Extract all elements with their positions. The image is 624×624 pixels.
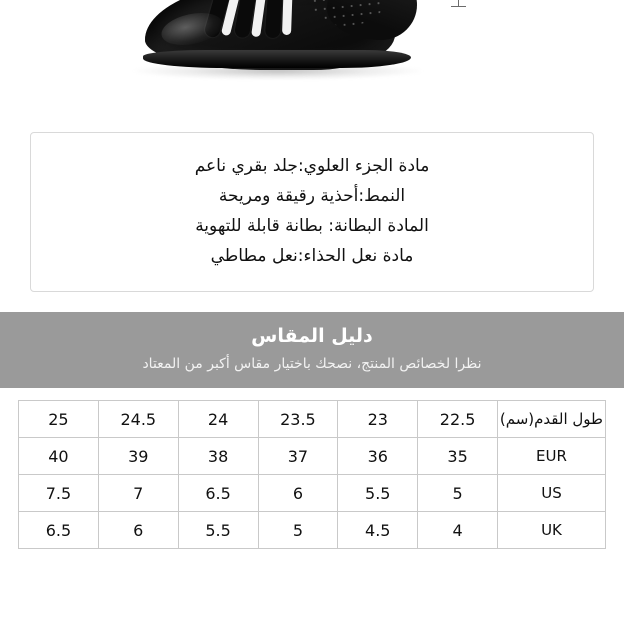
table-cell: 6.5: [178, 475, 258, 512]
table-cell: 23.5: [258, 401, 338, 438]
row-header-uk: UK: [498, 512, 606, 549]
table-cell: 7.5: [19, 475, 99, 512]
table-cell: 24.5: [98, 401, 178, 438]
size-table: [18, 400, 606, 549]
table-cell: 37: [258, 438, 338, 475]
description-line-lining: المادة البطانة: بطانة قابلة للتهوية: [195, 216, 429, 236]
table-cell: 39: [98, 438, 178, 475]
table-cell: 4: [418, 512, 498, 549]
table-cell: 24: [178, 401, 258, 438]
table-cell: 7: [98, 475, 178, 512]
table-row: [19, 401, 606, 438]
size-guide-banner: [0, 312, 624, 388]
table-row: [19, 438, 606, 475]
table-cell: 23: [338, 401, 418, 438]
shoe-illustration: [115, 0, 435, 112]
table-cell: 4.5: [338, 512, 418, 549]
row-header-us: US: [498, 475, 606, 512]
description-line-sole: مادة نعل الحذاء:نعل مطاطي: [210, 246, 414, 266]
table-cell: 36: [338, 438, 418, 475]
table-cell: 6.5: [19, 512, 99, 549]
height-measurement-marker: [446, 0, 506, 32]
size-table-wrapper: [18, 400, 606, 549]
table-cell: 5.5: [338, 475, 418, 512]
table-cell: 35: [418, 438, 498, 475]
table-cell: 5: [258, 512, 338, 549]
table-cell: 25: [19, 401, 99, 438]
table-cell: 5.5: [178, 512, 258, 549]
table-cell: 5: [418, 475, 498, 512]
size-guide-subtitle: نظرا لخصائص المنتج، نصحك باختيار مقاس أكبر من المعتاد: [142, 356, 482, 372]
table-cell: 22.5: [418, 401, 498, 438]
size-guide-title: دليل المقاس: [251, 325, 373, 347]
row-header-eur: EUR: [498, 438, 606, 475]
product-photo-area: [0, 0, 624, 120]
table-row: [19, 512, 606, 549]
description-line-style: النمط:أحذية رقيقة ومريحة: [218, 186, 406, 206]
measure-cap-bottom: [451, 6, 466, 7]
shoe-sole: [143, 50, 411, 68]
row-header-foot-length: طول القدم(سم): [498, 401, 606, 438]
table-cell: 40: [19, 438, 99, 475]
table-cell: 6: [258, 475, 338, 512]
description-line-material-upper: مادة الجزء العلوي:جلد بقري ناعم: [194, 156, 430, 176]
table-cell: 38: [178, 438, 258, 475]
product-description-box: [30, 132, 594, 292]
table-row: [19, 475, 606, 512]
table-cell: 6: [98, 512, 178, 549]
